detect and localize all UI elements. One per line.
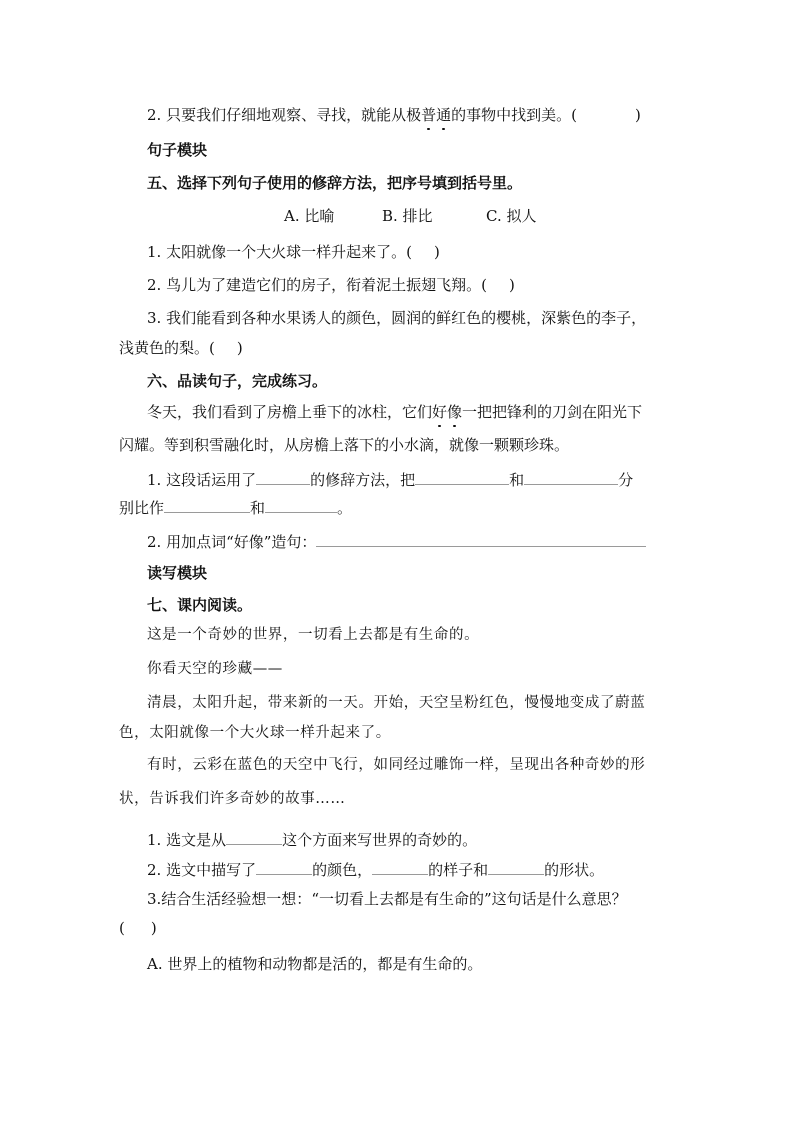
section-heading-sentence-module: 句子模块	[147, 141, 208, 159]
passage-text: 一把把锋利的刀剑在阳光下	[462, 403, 643, 421]
fill-blank[interactable]	[256, 468, 310, 485]
section-heading-reading-writing-module: 读写模块	[147, 564, 208, 582]
q7-item-3-line-2	[119, 918, 157, 938]
q4-item-2	[147, 105, 641, 125]
q7-item-2-text: 的形状。	[544, 861, 605, 879]
fill-blank-sentence[interactable]	[316, 530, 646, 547]
q7-item-2-text: 的样子和	[428, 861, 489, 879]
q6-item-2	[147, 530, 646, 552]
q6-item-1-line-2	[119, 496, 352, 518]
emphasis-dot-char: 好	[432, 403, 448, 421]
emphasis-dot-char: 普	[421, 106, 437, 124]
fill-blank[interactable]	[524, 468, 618, 485]
q7-item-1-text: 1. 选文是从	[147, 831, 227, 849]
q5-item-3-text: 浅黄色的梨。(	[119, 339, 215, 357]
q6-item-1-text: 和	[250, 499, 266, 517]
paren-close: )	[150, 919, 157, 937]
fill-blank[interactable]	[265, 496, 337, 513]
q7-item-1	[147, 828, 477, 850]
q7-passage-p4-line-2: 状，告诉我们许多奇妙的故事……	[119, 791, 346, 807]
q6-item-1-text: 和	[509, 471, 525, 489]
fill-blank[interactable]	[372, 858, 428, 875]
q6-passage-line-1	[147, 402, 642, 422]
q5-item-3-line-2	[119, 338, 243, 358]
q6-passage-line-2: 闪耀。等到积雪融化时，从房檐上落下的小水滴，就像一颗颗珍珠。	[119, 436, 570, 454]
paren-close: )	[634, 106, 641, 124]
q7-passage-p2: 你看天空的珍藏——	[147, 661, 283, 677]
q6-item-1-text: 1. 这段话运用了	[147, 471, 257, 489]
q6-item-1-text: 分	[618, 471, 634, 489]
q4-item-2-text-after: 的事物中找到美。(	[451, 106, 577, 124]
q6-item-1-text: 的修辞方法，把	[310, 471, 416, 489]
q6-item-1-line-1	[147, 468, 633, 490]
q6-item-1-text: 。	[337, 499, 353, 517]
q7-item-3-line-1: 3.结合生活经验想一想：“一切看上去都是有生命的”这句话是什么意思？	[147, 890, 627, 908]
q7-item-3-option-a: A. 世界上的植物和动物都是活的，都是有生命的。	[147, 955, 483, 973]
option-b: B. 排比	[382, 207, 433, 225]
q7-item-2-text: 的颜色，	[312, 861, 373, 879]
q4-item-2-text-before: 2. 只要我们仔细地观察、寻找，就能从极	[147, 106, 422, 124]
q5-options	[284, 206, 536, 226]
q5-item-1	[147, 242, 440, 262]
emphasis-dot-char: 像	[447, 403, 463, 421]
q7-passage-p3-line-1: 清晨，太阳升起，带来新的一天。开始，天空呈粉红色，慢慢地变成了蔚蓝	[147, 695, 646, 711]
paren-close: )	[236, 339, 243, 357]
option-a: A. 比喻	[284, 207, 335, 225]
q5-item-1-text: 1. 太阳就像一个大火球一样升起来了。(	[147, 243, 412, 261]
paren-open: (	[119, 919, 125, 937]
q7-item-1-text: 这个方面来写世界的奇妙的。	[282, 831, 478, 849]
fill-blank[interactable]	[226, 828, 282, 845]
passage-text: 冬天，我们看到了房檐上垂下的冰柱，它们	[147, 403, 433, 421]
q7-passage-p1: 这是一个奇妙的世界，一切看上去都是有生命的。	[147, 627, 480, 643]
paren-close: )	[433, 243, 440, 261]
q7-item-2-text: 2. 选文中描写了	[147, 861, 257, 879]
fill-blank[interactable]	[488, 858, 544, 875]
emphasis-dot-char: 通	[436, 106, 452, 124]
q5-item-2	[147, 275, 515, 295]
q7-passage-p4-line-1: 有时，云彩在蓝色的天空中飞行，如同经过雕饰一样，呈现出各种奇妙的形	[147, 757, 646, 773]
fill-blank[interactable]	[415, 468, 509, 485]
q5-item-2-text: 2. 鸟儿为了建造它们的房子，衔着泥土振翅飞翔。(	[147, 276, 487, 294]
option-c: C. 拟人	[486, 207, 537, 225]
fill-blank[interactable]	[256, 858, 312, 875]
q7-title: 七、课内阅读。	[147, 596, 253, 614]
q6-item-2-text: 2. 用加点词“好像”造句：	[147, 533, 317, 551]
q7-item-2	[147, 858, 604, 880]
q6-title: 六、品读句子，完成练习。	[147, 372, 328, 390]
q5-item-3-line-1: 3. 我们能看到各种水果诱人的颜色，圆润的鲜红色的樱桃，深紫色的李子，	[147, 309, 647, 327]
q6-item-1-text: 别比作	[119, 499, 165, 517]
q5-title: 五、选择下列句子使用的修辞方法，把序号填到括号里。	[147, 174, 523, 192]
q7-passage-p3-line-2: 色，太阳就像一个大火球一样升起来了。	[119, 725, 391, 741]
paren-close: )	[508, 276, 515, 294]
fill-blank[interactable]	[164, 496, 250, 513]
